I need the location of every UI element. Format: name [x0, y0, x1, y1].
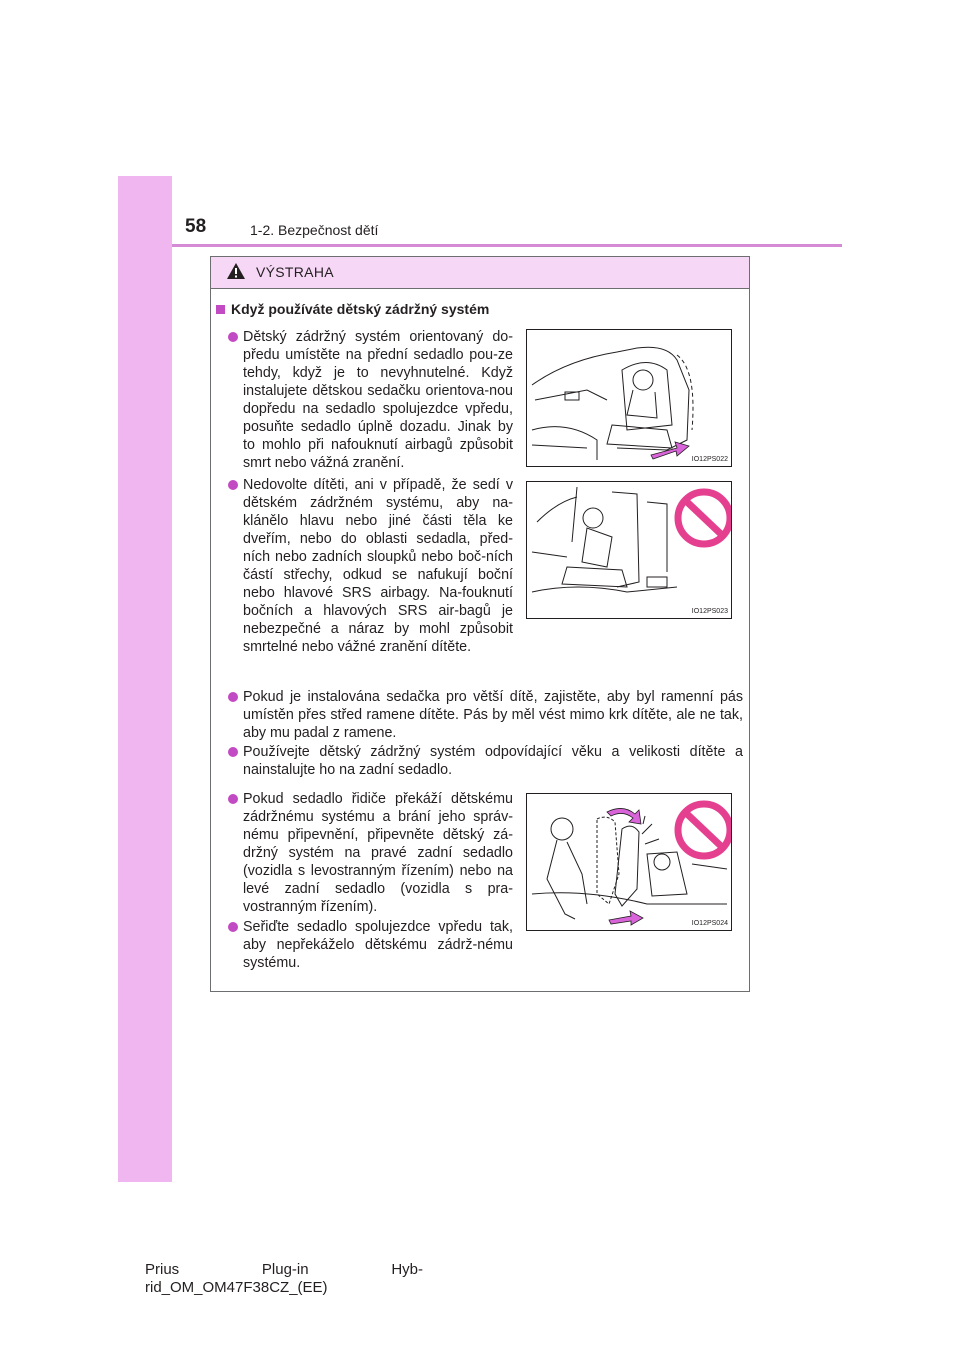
- figure-code: IO12PS024: [691, 920, 728, 927]
- footer-text: Hyb-: [391, 1261, 423, 1278]
- section-title: 1-2. Bezpečnost dětí: [250, 222, 379, 238]
- square-bullet-icon: [216, 305, 225, 314]
- warning-header: [211, 257, 749, 289]
- warning-subheading: [216, 301, 489, 317]
- footer-text: Prius: [145, 1261, 180, 1278]
- subheading-text: Když používáte dětský zádržný systém: [231, 301, 490, 317]
- warning-triangle-icon: [226, 262, 246, 280]
- figure-driver-seat-obstruction: [526, 793, 732, 931]
- driver-seat-obstruction-illustration-icon: [527, 794, 732, 931]
- warning-title: VÝSTRAHA: [256, 264, 334, 280]
- front-seat-child-seat-illustration-icon: [527, 330, 732, 467]
- footer-document-id: [145, 1261, 423, 1297]
- footer-text: Plug-in: [261, 1261, 309, 1278]
- header-divider: [172, 244, 842, 247]
- prohibition-icon: [678, 804, 730, 856]
- footer-text: rid_OM_OM47F38CZ_(EE): [145, 1279, 328, 1296]
- page-number: 58: [185, 216, 207, 237]
- figure-code: IO12PS023: [691, 608, 728, 615]
- bullet-item: Seřiďte sedadlo spolujezdce vpředu tak, aby nepřekáželo dětskému zádrž-nému systému.: [243, 919, 513, 971]
- bullet-item: Pokud je instalována sedačka pro větší dítě, zajistěte, aby byl ramenní pás umístěn přes střed ramene dítěte. Pás by měl vést mimo krk dítěte, ale ne tak, aby mu padal z ramene.: [243, 689, 743, 741]
- figure-front-seat-child-seat: [526, 329, 732, 467]
- side-color-band: [118, 176, 172, 1182]
- rear-seat-child-leaning-illustration-icon: [527, 482, 732, 619]
- bullet-item: Pokud sedadlo řidiče překáží dětskému zádržnému systému a brání jeho správ-nému připevnění, připevněte dětský zá-držný systém na pravé zadní sedadlo (vozidla s levostranným řízením) nebo na levé zadní sedadlo (vozidla s pra-vostranným řízením).: [243, 791, 513, 915]
- bullet-item: Nedovolte dítěti, ani v případě, že sedí v dětském zádržném systému, aby na-klánělo hlavu nebo jiné části těla ke dveřím, nebo do oblasti sedadla, před-ních nebo zadních sloupků nebo boč-ních částí střechy, odkud se nafukují boční nebo hlavové SRS airbagy. Na-fouknutí bočních a hlavových SRS air-bagů je nebezpečné a náraz by mohl způsobit smrtelné nebo vážné zranění dítěte.: [243, 477, 513, 655]
- bullet-item: Dětský zádržný systém orientovaný do-předu umístěte na přední sedadlo pou-ze tehdy, když je to nevyhnutelné. Když instalujete dětskou sedačku orientova-nou dopředu na sedadlo spolujezdce vpředu, posuňte sedadlo úplně dozadu. Jinak by to mohlo při nafouknutí airbagů způsobit smrt nebo vážná zranění.: [243, 329, 513, 471]
- bullet-item: Používejte dětský zádržný systém odpovídající věku a velikosti dítěte a nainstalujte ho na zadní sedadlo.: [243, 744, 743, 778]
- figure-code: IO12PS022: [691, 456, 728, 463]
- prohibition-icon: [678, 492, 730, 544]
- figure-rear-seat-child-leaning: [526, 481, 732, 619]
